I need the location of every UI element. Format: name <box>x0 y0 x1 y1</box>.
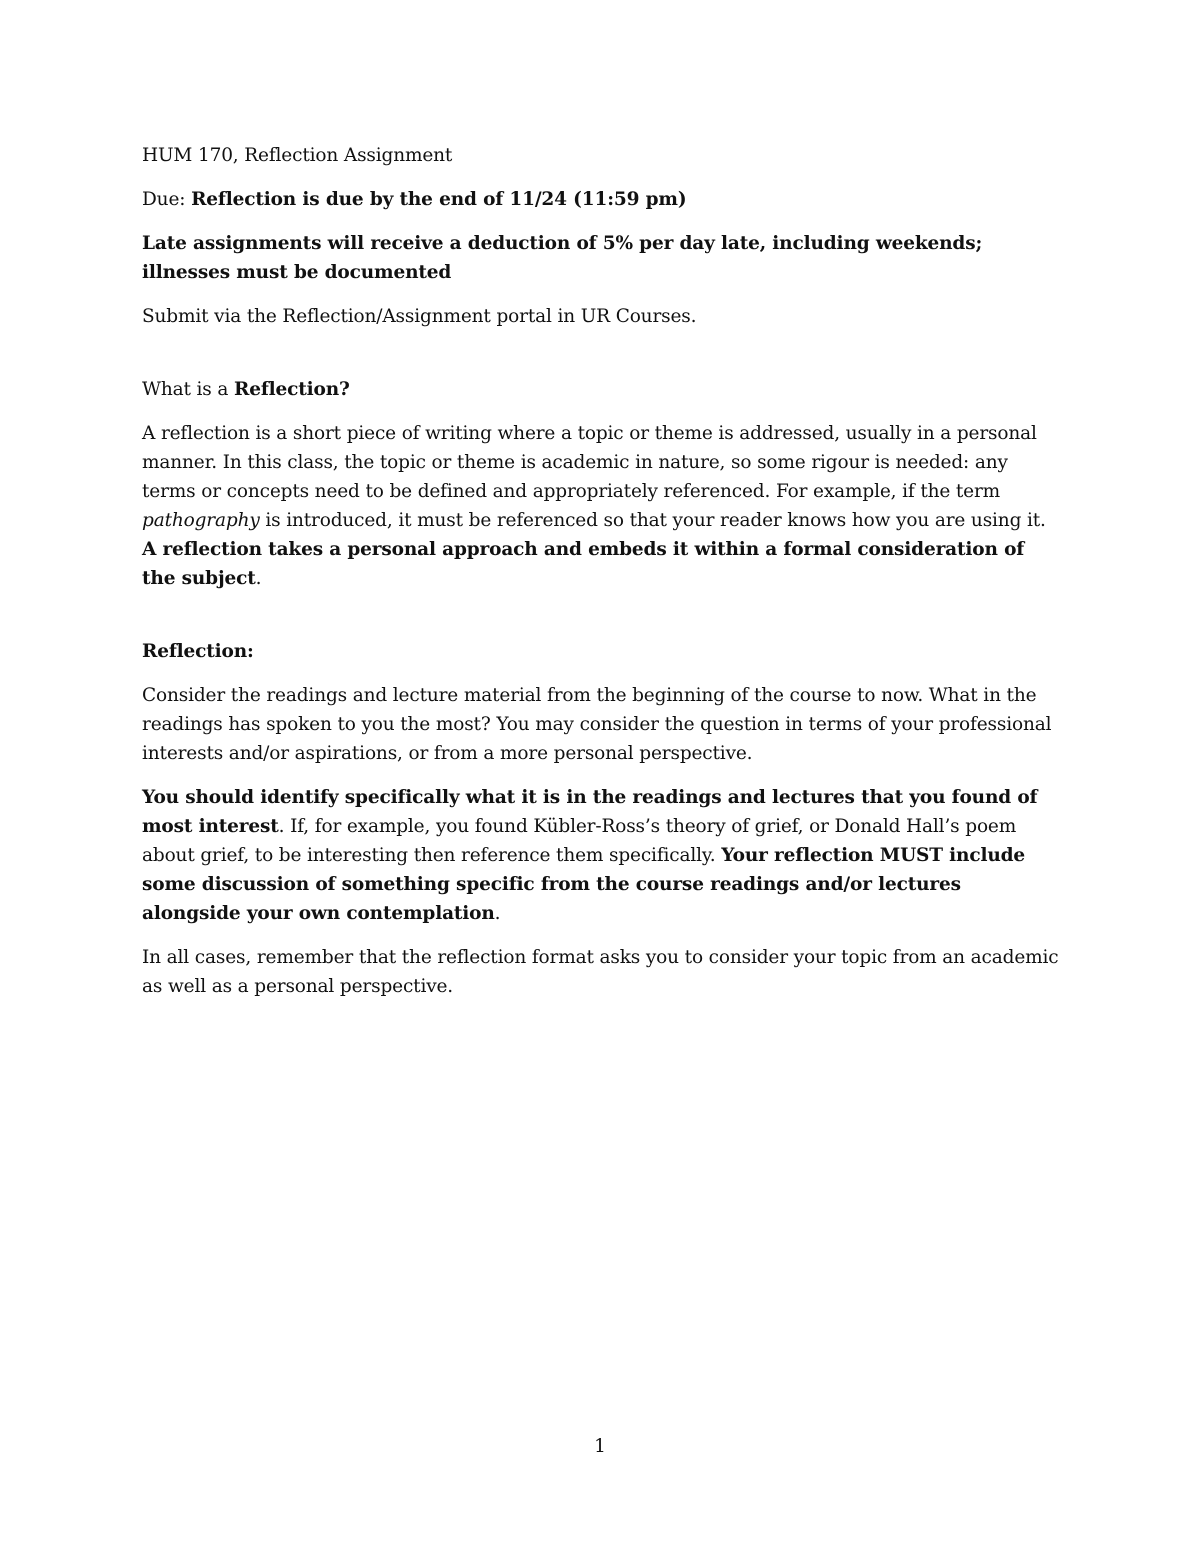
assignment-title: HUM 170, Reflection Assignment <box>142 145 453 166</box>
what-is-term: Reflection? <box>233 379 350 400</box>
closing-paragraph: In all cases, remember that the reflection format asks you to consider your topic from an academic as well as a personal perspective. <box>142 947 1059 997</box>
definition-text-continued: is introduced, it must be referenced so that your reader knows how you are using it. <box>259 510 1046 531</box>
identify-paragraph <box>142 783 1062 928</box>
identify-end: . <box>494 903 501 924</box>
document-body <box>142 141 1062 1001</box>
definition-paragraph <box>142 419 1062 593</box>
definition-end: . <box>255 568 262 589</box>
definition-emphasis: A reflection takes a personal approach and embeds it within a formal consideration of the subject <box>142 539 1025 589</box>
due-label: Due: <box>142 189 192 210</box>
consider-paragraph: Consider the readings and lecture material from the beginning of the course to now. What in the readings has spoken to you the most? You may consider the question in terms of your professional interests and/or aspirations, or from a more personal perspective. <box>142 685 1052 764</box>
definition-text: A reflection is a short piece of writing where a topic or theme is addressed, usually in a personal manner. In this class, the topic or theme is academic in nature, so some rigour is needed: any terms or concepts need to be defined and appropriately referenced. For example, if the term <box>142 423 1037 502</box>
late-policy: Late assignments will receive a deduction of 5% per day late, including weekends; illnesses must be documented <box>142 233 983 283</box>
submission-instructions: Submit via the Reflection/Assignment portal in UR Courses. <box>142 306 697 327</box>
italic-term-pathography: pathography <box>142 510 260 531</box>
reflection-heading: Reflection: <box>142 641 254 662</box>
page-number: 1 <box>594 1436 606 1457</box>
requirement-emphasis: Your reflection MUST include some discussion of something specific from the course readings and/or lectures alongside your own contemplation <box>142 845 1026 924</box>
what-is-heading <box>142 375 1062 404</box>
identify-example-text: . If, for example, you found Kübler-Ross’s theory of grief, or Donald Hall’s poem about grief, to be interesting then reference them specifically. <box>142 816 1017 866</box>
due-line <box>142 185 1062 214</box>
what-is-prefix: What is a <box>142 379 234 400</box>
identify-emphasis: You should identify specifically what it is in the readings and lectures that you found of most interest <box>142 787 1038 837</box>
due-date: Reflection is due by the end of 11/24 (11:59 pm) <box>191 189 687 210</box>
